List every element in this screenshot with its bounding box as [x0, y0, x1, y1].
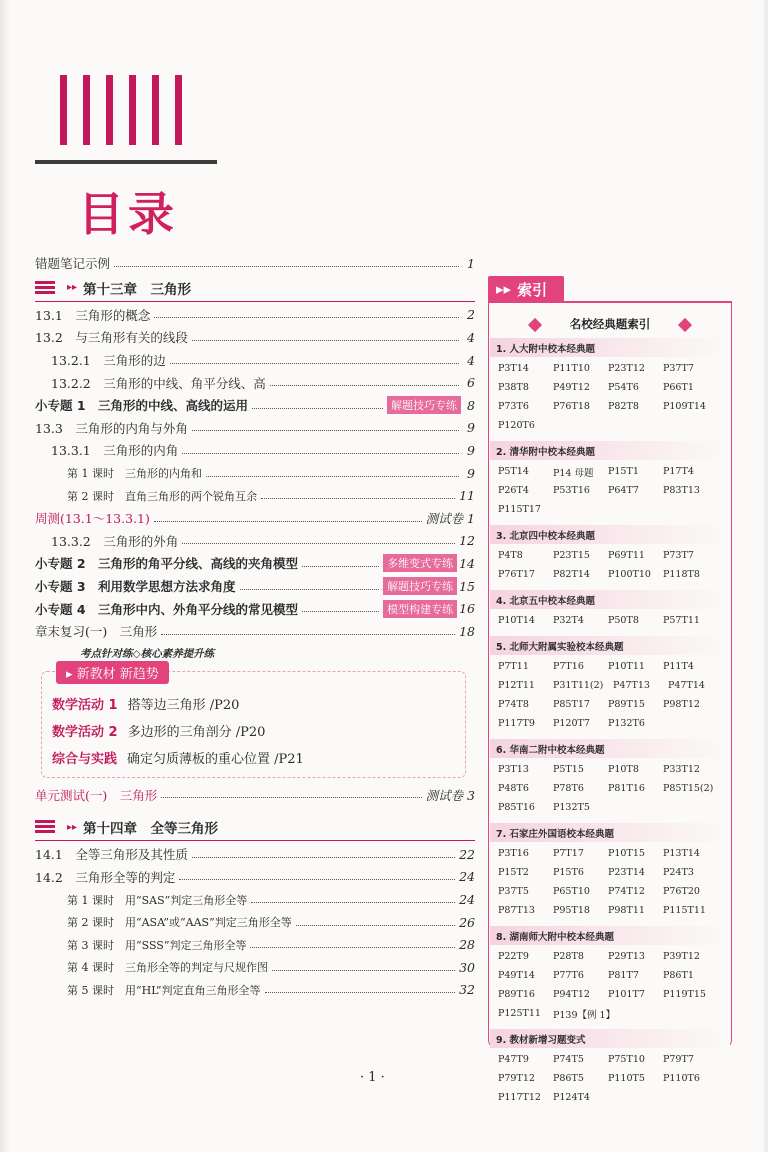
problem-code[interactable]: P89T15: [608, 699, 645, 710]
title-rule: [35, 160, 217, 164]
decorative-bars: [60, 75, 200, 145]
problem-code[interactable]: P77T6: [553, 970, 584, 981]
problem-code[interactable]: P98T11: [608, 905, 645, 916]
problem-code[interactable]: P23T12: [608, 363, 645, 374]
new-material-item[interactable]: [52, 717, 455, 744]
new-material-box: [41, 666, 466, 778]
problem-code[interactable]: P86T5: [553, 1073, 584, 1084]
toc-label: 第 3 课时 用“SSS”判定三角形全等: [67, 938, 247, 952]
school-index: [490, 739, 730, 817]
problem-code[interactable]: P82T14: [553, 569, 590, 580]
school-index: [490, 338, 730, 435]
problem-code[interactable]: P37T7: [663, 363, 694, 374]
leader-dots: [170, 363, 459, 364]
problem-code[interactable]: P7T16: [553, 661, 584, 672]
toc-page: 4: [467, 329, 475, 345]
problem-code[interactable]: P15T2: [498, 867, 529, 878]
practice-tag: 模型构建专练: [383, 600, 457, 618]
leader-dots: [154, 521, 422, 522]
problem-code[interactable]: P10T15: [608, 848, 645, 859]
school-index: [490, 441, 730, 519]
toc-page: 12: [459, 533, 475, 549]
problem-code[interactable]: P110T5: [608, 1073, 645, 1084]
toc-page: 9: [467, 465, 475, 481]
leader-dots: [265, 992, 456, 993]
problem-code[interactable]: P47T13: [613, 680, 650, 691]
new-material-item[interactable]: [52, 744, 455, 771]
toc-page: 11: [459, 488, 475, 504]
problem-code[interactable]: P38T8: [498, 382, 529, 393]
toc-page: 24: [459, 892, 475, 908]
toc-row[interactable]: [35, 349, 475, 372]
problem-codes: [490, 655, 730, 733]
toc-row[interactable]: [35, 956, 475, 979]
item-text: 搭等边三角形 /P20: [127, 697, 240, 713]
practice-tag: 解题技巧专练: [387, 396, 461, 414]
problem-code[interactable]: P76T20: [663, 886, 700, 897]
toc-row[interactable]: [35, 597, 475, 620]
page-number: · 1 ·: [360, 1070, 385, 1085]
toc-row[interactable]: [35, 462, 475, 485]
leader-dots: [114, 266, 459, 267]
chapter-13-heading[interactable]: [35, 275, 475, 302]
problem-code[interactable]: P139【例 1】: [553, 1009, 616, 1021]
leader-dots: [161, 634, 455, 635]
toc-page: 1: [467, 255, 475, 271]
problem-code[interactable]: P73T6: [498, 401, 529, 412]
problem-code[interactable]: P74T5: [553, 1054, 584, 1065]
page-edge-shadow: [0, 0, 10, 1152]
problem-code[interactable]: P4T8: [498, 550, 523, 561]
problem-code[interactable]: P29T13: [608, 951, 645, 962]
leader-dots: [302, 566, 379, 567]
toc-label: 第 4 课时 三角形全等的判定与尺规作图: [67, 961, 268, 975]
practice-note: 考点针对练◇核心素养提升练: [80, 648, 215, 660]
school-name: 2. 清华附中校本经典题: [490, 441, 730, 460]
leader-dots: [154, 317, 459, 318]
problem-code[interactable]: P49T12: [553, 382, 590, 393]
problem-code[interactable]: P76T18: [553, 401, 590, 412]
toc-page: 9: [467, 442, 475, 458]
leader-dots: [192, 857, 455, 858]
toc-row[interactable]: [35, 843, 475, 866]
school-index: [490, 823, 730, 920]
leader-dots: [182, 543, 455, 544]
problem-code[interactable]: P115T11: [663, 905, 706, 916]
item-text: 确定匀质薄板的重心位置 /P21: [127, 751, 304, 767]
problem-code[interactable]: P49T14: [498, 970, 535, 981]
toc-label: 13.3 三角形的内角与外角: [35, 420, 188, 436]
problem-code[interactable]: P95T18: [553, 905, 590, 916]
toc-label: 错题笔记示例: [35, 256, 111, 272]
toc-row[interactable]: [35, 911, 475, 934]
toc-row[interactable]: [35, 575, 475, 598]
toc-page: 15: [459, 578, 475, 594]
toc-label: 14.1 全等三角形及其性质: [35, 847, 188, 863]
toc-label: 小专题 2 三角形的角平分线、高线的夹角模型: [35, 556, 299, 572]
leader-dots: [240, 589, 380, 590]
toc-row[interactable]: [35, 620, 475, 643]
problem-code[interactable]: P14 母题: [553, 467, 594, 479]
problem-code[interactable]: P47T9: [498, 1054, 529, 1065]
school-name: 3. 北京四中校本经典题: [490, 525, 730, 544]
toc-page: 9: [467, 420, 475, 436]
problem-code[interactable]: P23T14: [608, 867, 645, 878]
item-key: 综合与实践: [52, 751, 118, 767]
toc-page: 6: [467, 375, 475, 391]
new-material-header: ▸ 新教材 新趋势: [56, 661, 169, 684]
problem-code[interactable]: P86T1: [663, 970, 694, 981]
problem-code[interactable]: P101T7: [608, 989, 645, 1000]
problem-code[interactable]: P74T8: [498, 699, 529, 710]
problem-codes: [490, 544, 730, 584]
toc-page: 32: [459, 982, 475, 998]
problem-code[interactable]: P117T12: [498, 1092, 541, 1103]
problem-code[interactable]: P48T6: [498, 783, 529, 794]
problem-code[interactable]: P7T17: [553, 848, 584, 859]
leader-dots: [161, 797, 421, 798]
problem-code[interactable]: P78T6: [553, 783, 584, 794]
item-key: 数学活动 2: [52, 724, 118, 740]
problem-code[interactable]: P69T11: [608, 550, 645, 561]
problem-code[interactable]: P10T11: [608, 661, 645, 672]
toc-page: 26: [459, 914, 475, 930]
problem-codes: [490, 609, 730, 630]
school-index: [490, 926, 730, 1023]
toc-row[interactable]: [35, 439, 475, 462]
problem-code[interactable]: P79T12: [498, 1073, 535, 1084]
problem-code[interactable]: P12T11: [498, 680, 535, 691]
toc-row[interactable]: [35, 417, 475, 440]
problem-code[interactable]: P10T14: [498, 615, 535, 626]
book-icon: [35, 280, 63, 296]
school-index: [490, 1029, 730, 1107]
problem-code[interactable]: P118T8: [663, 569, 700, 580]
problem-code[interactable]: P39T12: [663, 951, 700, 962]
toc-label: 章末复习(一) 三角形: [35, 624, 158, 640]
chapter-title: 第十四章 全等三角形: [83, 821, 219, 838]
toc-row[interactable]: [35, 326, 475, 349]
problem-code[interactable]: P17T4: [663, 466, 694, 477]
problem-code[interactable]: P110T6: [663, 1073, 700, 1084]
toc-page: 4: [467, 352, 475, 368]
toc-page: 测试卷 1: [425, 511, 475, 527]
problem-code[interactable]: P98T12: [663, 699, 700, 710]
page-title: 目录: [78, 187, 178, 241]
toc-label: 13.2.1 三角形的边: [51, 353, 166, 369]
toc-row-unit-test[interactable]: [35, 784, 475, 807]
problem-code[interactable]: P124T4: [553, 1092, 590, 1103]
leader-dots: [192, 340, 459, 341]
toc-label: 第 1 课时 用“SAS”判定三角形全等: [67, 893, 248, 907]
problem-code[interactable]: P31T11(2): [553, 680, 604, 691]
problem-code[interactable]: P65T10: [553, 886, 590, 897]
problem-code[interactable]: P73T7: [663, 550, 694, 561]
toc-row-intro[interactable]: [35, 252, 475, 275]
school-name: 1. 人大附中校本经典题: [490, 338, 730, 357]
toc-label: 13.3.1 三角形的内角: [51, 443, 179, 459]
toc-label: 小专题 1 三角形的中线、高线的运用: [35, 398, 249, 414]
problem-code[interactable]: P33T12: [663, 764, 700, 775]
toc-row[interactable]: [35, 888, 475, 911]
problem-code[interactable]: P75T10: [608, 1054, 645, 1065]
toc-page: 测试卷 3: [425, 787, 475, 803]
problem-code[interactable]: P57T11: [663, 615, 700, 626]
problem-code[interactable]: P119T15: [663, 989, 706, 1000]
problem-code[interactable]: P15T1: [608, 466, 639, 477]
school-index: [490, 525, 730, 584]
problem-code[interactable]: P120T7: [553, 718, 590, 729]
toc-row[interactable]: [35, 507, 475, 530]
problem-code[interactable]: P11T4: [663, 661, 694, 672]
toc-row[interactable]: [35, 394, 475, 417]
toc-page: 16: [459, 601, 475, 617]
problem-codes: [490, 842, 730, 920]
leader-dots: [261, 498, 455, 499]
item-key: 数学活动 1: [52, 697, 118, 713]
toc-page: 2: [467, 307, 475, 323]
leader-dots: [272, 970, 455, 971]
school-name: 7. 石家庄外国语校本经典题: [490, 823, 730, 842]
problem-code[interactable]: P37T5: [498, 886, 529, 897]
school-name: 8. 湖南师大附中校本经典题: [490, 926, 730, 945]
problem-code[interactable]: P10T8: [608, 764, 639, 775]
problem-code[interactable]: P15T6: [553, 867, 584, 878]
book-icon: [35, 819, 63, 835]
problem-code[interactable]: P13T14: [663, 848, 700, 859]
toc-row[interactable]: [35, 304, 475, 327]
problem-code[interactable]: P117T9: [498, 718, 535, 729]
toc-page: 24: [459, 869, 475, 885]
practice-tag: 解题技巧专练: [383, 577, 457, 595]
toc-row[interactable]: [35, 866, 475, 889]
index-tab[interactable]: ▸▸ 索引: [488, 276, 564, 302]
school-name: 6. 华南二附中校本经典题: [490, 739, 730, 758]
double-arrow-icon: ▸▸: [67, 282, 78, 294]
toc-page: 14: [459, 555, 475, 571]
problem-code[interactable]: P85T17: [553, 699, 590, 710]
leader-dots: [250, 947, 455, 948]
toc-page: 22: [459, 846, 475, 862]
problem-code[interactable]: P83T13: [663, 485, 700, 496]
problem-code[interactable]: P50T8: [608, 615, 639, 626]
item-text: 多边形的三角剖分 /P20: [127, 724, 266, 740]
problem-codes: [490, 945, 730, 1023]
toc-page: 30: [459, 959, 475, 975]
leader-dots: [296, 925, 455, 926]
chapter-13-rows: [35, 304, 475, 643]
problem-code[interactable]: P7T11: [498, 661, 529, 672]
problem-code[interactable]: P47T14: [668, 680, 705, 691]
problem-code[interactable]: P79T7: [663, 1054, 694, 1065]
problem-code[interactable]: P82T8: [608, 401, 639, 412]
problem-code[interactable]: P3T16: [498, 848, 529, 859]
problem-codes: [490, 1048, 730, 1107]
practice-tag: 多维变式专练: [383, 554, 457, 572]
toc-page: 28: [459, 937, 475, 953]
problem-codes: [490, 758, 730, 817]
school-name: 4. 北京五中校本经典题: [490, 590, 730, 609]
leader-dots: [251, 902, 455, 903]
problem-code[interactable]: P54T6: [608, 382, 639, 393]
chapter-title: 第十三章 三角形: [83, 281, 192, 298]
problem-code[interactable]: P125T11: [498, 1008, 541, 1019]
index-title: 名校经典题索引: [520, 316, 700, 334]
problem-code[interactable]: P23T15: [553, 550, 590, 561]
toc-label: 13.3.2 三角形的外角: [51, 533, 179, 549]
school-index: [490, 636, 730, 733]
problem-code[interactable]: P26T4: [498, 485, 529, 496]
table-of-contents: [35, 252, 475, 1001]
problem-code[interactable]: P28T8: [553, 951, 584, 962]
problem-code[interactable]: P11T10: [553, 363, 590, 374]
problem-code[interactable]: P66T1: [663, 382, 694, 393]
leader-dots: [206, 476, 459, 477]
problem-code[interactable]: P81T16: [608, 783, 645, 794]
problem-code[interactable]: P5T14: [498, 466, 529, 477]
toc-label: 小专题 3 利用数学思想方法求角度: [35, 579, 236, 595]
leader-dots: [270, 385, 459, 386]
problem-code[interactable]: P94T12: [553, 989, 590, 1000]
toc-label: 单元测试(一) 三角形: [35, 787, 158, 803]
toc-label: 14.2 三角形全等的判定: [35, 869, 176, 885]
double-arrow-icon: ▸▸: [67, 821, 78, 833]
problem-code[interactable]: P132T5: [553, 802, 590, 813]
new-material-item[interactable]: [52, 690, 455, 717]
problem-code[interactable]: P81T7: [608, 970, 639, 981]
toc-page: 18: [459, 623, 475, 639]
toc-label: 13.2.2 三角形的中线、角平分线、高: [51, 375, 266, 391]
leader-dots: [179, 879, 455, 880]
toc-label: 周测(13.1～13.3.1): [35, 511, 150, 527]
problem-codes: [490, 460, 730, 519]
toc-row[interactable]: [35, 371, 475, 394]
toc-label: 第 5 课时 用“HL”判定直角三角形全等: [67, 983, 261, 997]
toc-row[interactable]: [35, 979, 475, 1002]
toc-label: 第 2 课时 用“ASA”或“AAS”判定三角形全等: [67, 916, 292, 930]
toc-row[interactable]: [35, 552, 475, 575]
leader-dots: [192, 430, 459, 431]
page-edge-right: [764, 0, 768, 1152]
toc-label: 小专题 4 三角形中内、外角平分线的常见模型: [35, 601, 299, 617]
problem-code[interactable]: P24T3: [663, 867, 694, 878]
problem-code[interactable]: P85T15(2): [663, 783, 714, 794]
problem-code[interactable]: P85T16: [498, 802, 535, 813]
chapter-14-rows: [35, 843, 475, 1001]
toc-label: 第 2 课时 直角三角形的两个锐角互余: [67, 489, 257, 503]
problem-code[interactable]: P3T13: [498, 764, 529, 775]
leader-dots: [302, 611, 379, 612]
problem-code[interactable]: P87T13: [498, 905, 535, 916]
problem-code[interactable]: P64T7: [608, 485, 639, 496]
problem-codes: [490, 357, 730, 435]
problem-code[interactable]: P74T12: [608, 886, 645, 897]
problem-code[interactable]: P115T17: [498, 504, 541, 515]
toc-label: 第 1 课时 三角形的内角和: [67, 467, 202, 481]
problem-code[interactable]: P32T4: [553, 615, 584, 626]
toc-row[interactable]: [35, 933, 475, 956]
toc-label: 13.1 三角形的概念: [35, 307, 151, 323]
chapter-14-heading[interactable]: [35, 814, 475, 841]
problem-code[interactable]: P109T14: [663, 401, 706, 412]
problem-code[interactable]: P89T16: [498, 989, 535, 1000]
toc-label: 13.2 与三角形有关的线段: [35, 330, 188, 346]
leader-dots: [252, 408, 383, 409]
toc-row[interactable]: [35, 530, 475, 553]
toc-page: 8: [467, 397, 475, 413]
problem-code[interactable]: P5T15: [553, 764, 584, 775]
school-index: [490, 590, 730, 630]
problem-code[interactable]: P3T14: [498, 363, 529, 374]
leader-dots: [182, 453, 459, 454]
problem-code[interactable]: P132T6: [608, 718, 645, 729]
problem-code[interactable]: P100T10: [608, 569, 651, 580]
school-name: 5. 北师大附属实验校本经典题: [490, 636, 730, 655]
problem-code[interactable]: P53T16: [553, 485, 590, 496]
problem-code[interactable]: P22T9: [498, 951, 529, 962]
problem-code[interactable]: P120T6: [498, 420, 535, 431]
school-name: 9. 教材新增习题变式: [490, 1029, 730, 1048]
problem-code[interactable]: P76T17: [498, 569, 535, 580]
toc-row[interactable]: [35, 484, 475, 507]
